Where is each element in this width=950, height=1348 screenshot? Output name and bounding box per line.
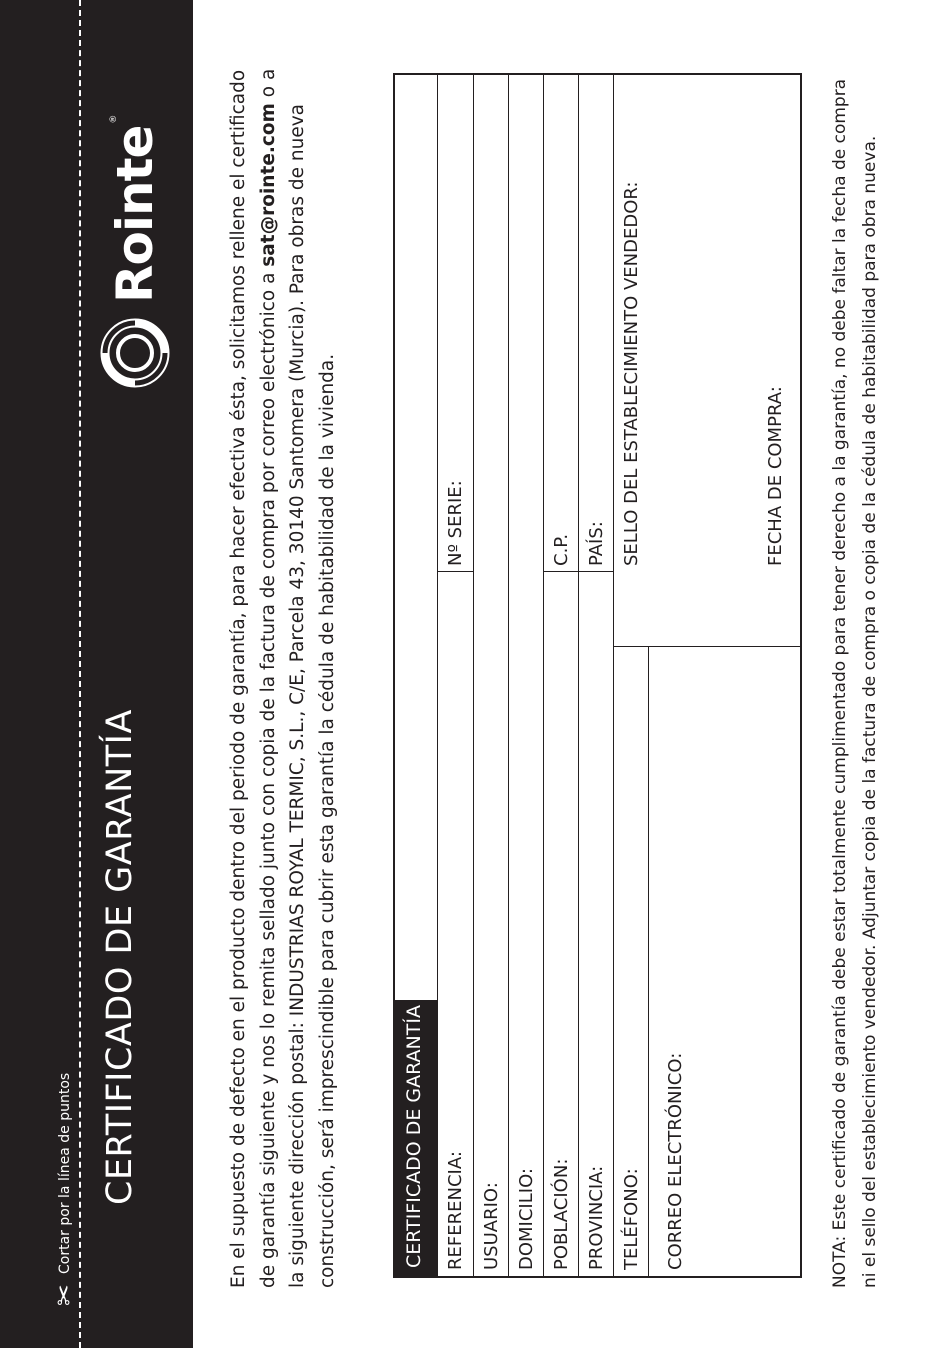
warranty-form xyxy=(393,73,802,1278)
domicilio-label: DOMICILIO: xyxy=(516,1168,537,1270)
logo-wordmark: Rointe xyxy=(106,125,164,303)
form-divider xyxy=(613,75,614,1276)
scissors-icon: ✂ xyxy=(50,1284,80,1306)
form-divider xyxy=(543,75,544,1276)
intro-paragraph xyxy=(224,63,342,1288)
rointe-logo-icon xyxy=(95,313,175,393)
brand-logo xyxy=(95,115,175,393)
registered-mark: ® xyxy=(109,114,119,124)
form-divider xyxy=(473,75,474,1276)
email-label: CORREO ELECTRÓNICO: xyxy=(665,1052,686,1270)
provincia-label: PROVINCIA: xyxy=(586,1165,607,1270)
footnote: NOTA: Este certificado de garantía debe estar totalmente cumplimentado para tener derecho a la garantía, no debe faltar la fecha de compra ni el sello del establecimiento vendedor. Adjuntar copia de la factura de compra o copia de la cédula de habitabilidad para obra nueva. xyxy=(830,78,880,1288)
page-title: CERTIFICADO DE GARANTÍA xyxy=(100,709,140,1205)
form-header-label: CERTIFICADO DE GARANTÍA xyxy=(403,1005,425,1268)
form-divider xyxy=(648,647,649,1276)
form-header xyxy=(395,1000,437,1276)
intro-text-2: o a la siguiente dirección postal: INDUSTRIAS ROYAL TERMIC, S.L., C/E, Parcela 43, 30140 Santomera (Murcia). Para obras de nueva construcción, será imprescindible para cubrir esta garantía la cédula de habitabilidad de la vivienda. xyxy=(257,68,338,1288)
pais-label: PAÍS: xyxy=(586,521,607,566)
cut-instruction: Cortar por la línea de puntos xyxy=(57,1072,73,1274)
poblacion-label: POBLACIÓN: xyxy=(551,1158,572,1270)
form-divider xyxy=(437,75,438,1276)
service-email-link[interactable]: sat@rointe.com xyxy=(257,103,279,267)
serial-number-label: Nº SERIE: xyxy=(445,480,466,566)
purchase-date-label: FECHA DE COMPRA: xyxy=(765,386,786,566)
form-divider xyxy=(578,75,579,1276)
postal-code-label: C.P. xyxy=(551,533,572,566)
usuario-label: USUARIO: xyxy=(481,1182,502,1270)
dealer-stamp-label: SELLO DEL ESTABLECIMIENTO VENDEDOR: xyxy=(621,181,642,566)
form-divider xyxy=(543,571,613,572)
form-divider xyxy=(437,571,473,572)
form-divider xyxy=(508,75,509,1276)
telefono-label: TELÉFONO: xyxy=(621,1168,642,1270)
referencia-label: REFERENCIA: xyxy=(445,1151,466,1270)
intro-text-1: En el supuesto de defecto en el producto dentro del periodo de garantía, para hacer efectiva ésta, solicitamos rellene el certificado de garantía siguiente y nos lo remita sellado junto con copia de la factura de compra por correo electrónico a xyxy=(228,69,279,1288)
form-divider xyxy=(613,646,800,647)
